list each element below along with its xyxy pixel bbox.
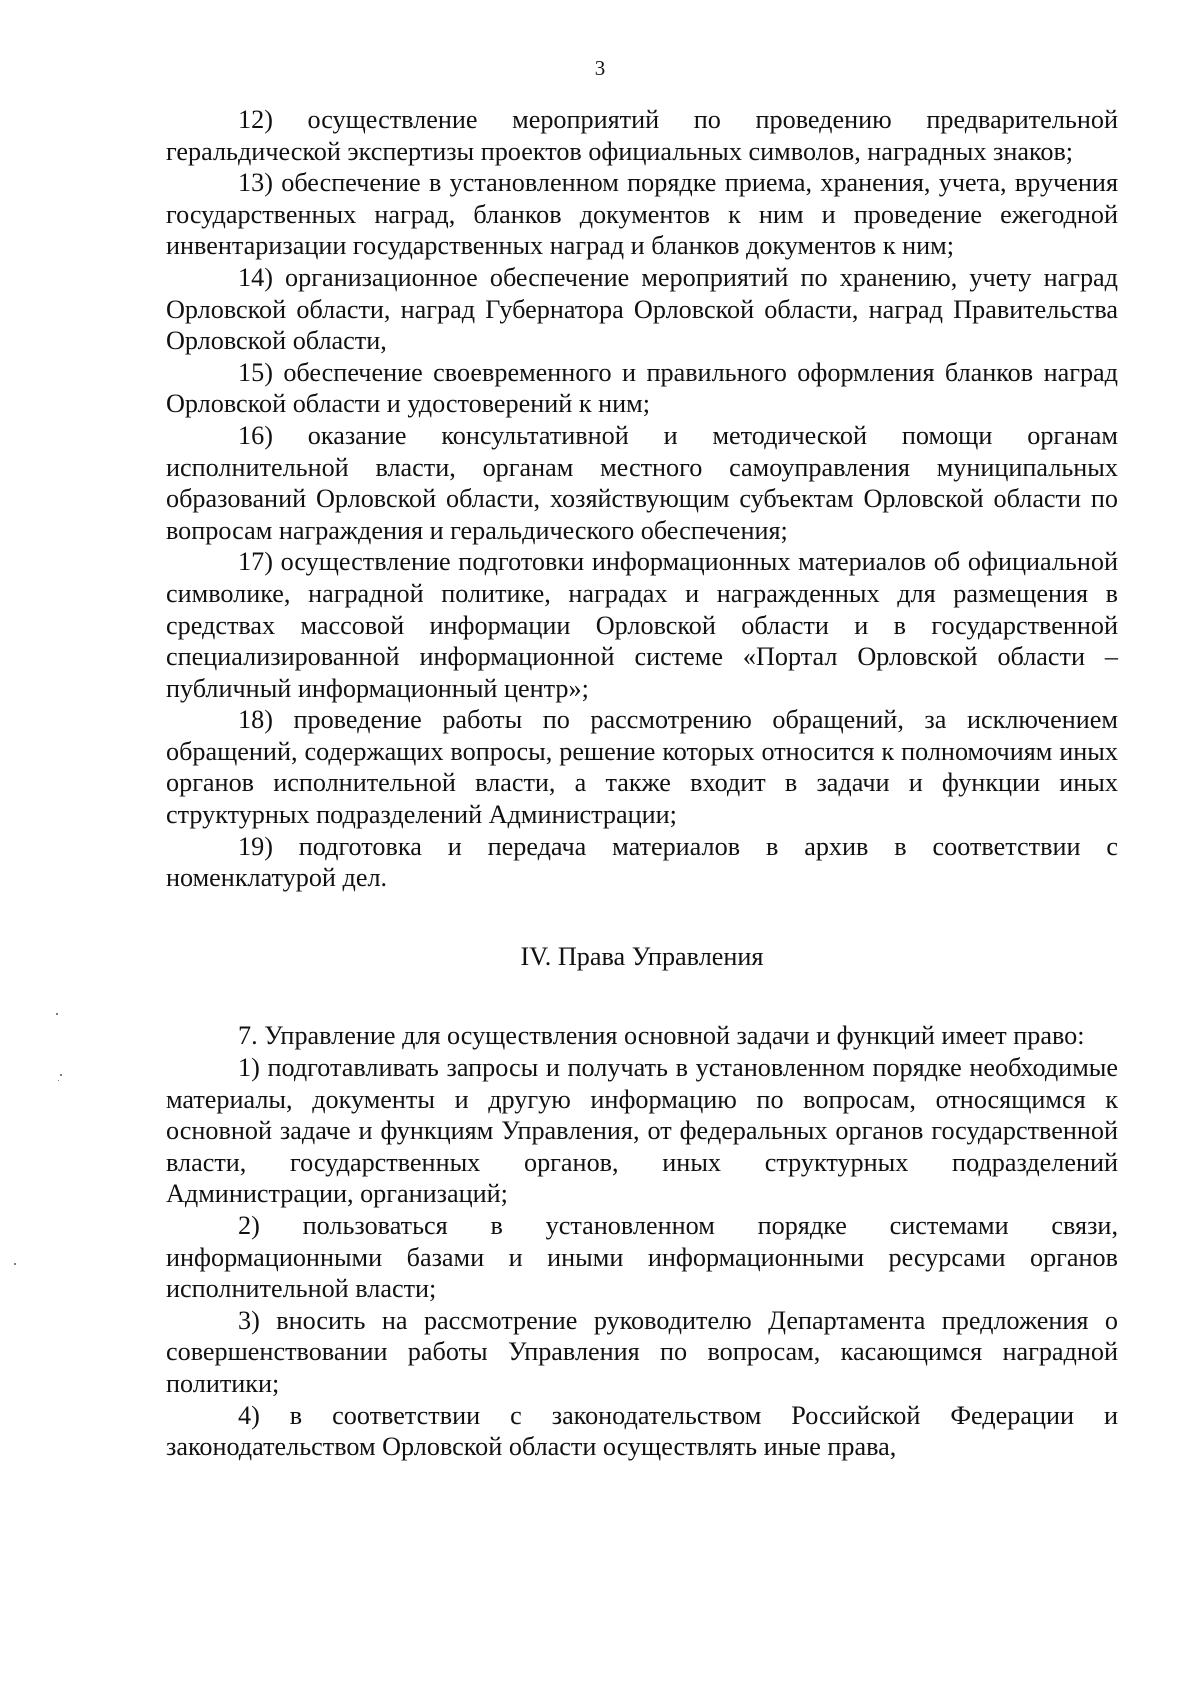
section-intro: 7. Управление для осуществления основной задачи и функций имеет право:: [238, 1021, 1085, 1051]
scan-speck: [14, 1263, 16, 1265]
list-item-17: 17) осуществление подготовки информационных материалов об официальной символике, наградной политике, наградах и награжденных для размещения в средствах массовой информации Орловской области и в государственной специализированной информационной системе «Портал Орловской области – публичный информационный центр»;: [166, 547, 1118, 703]
list-item-18: 18) проведение работы по рассмотрению обращений, за исключением обращений, содержащих вопросы, решение которых относится к полномочиям иных органов исполнительной власти, а также входит в задачи и функции иных структурных подразделений Администрации;: [166, 705, 1118, 830]
list-item-19: 19) подготовка и передача материалов в архив в соответствии с номенклатурой дел.: [166, 831, 1118, 893]
rights-item-1: 1) подготавливать запросы и получать в установленном порядке необходимые материалы, документы и другую информацию по вопросам, относящимся к основной задаче и функциям Управления, от федеральных органов государственной власти, государственных органов, иных структурных подразделений Администрации, организаций;: [166, 1053, 1118, 1209]
scan-speck: [60, 1074, 62, 1076]
section-heading: IV. Права Управления: [520, 941, 764, 971]
rights-item-4: 4) в соответствии с законодательством Российской Федерации и законодательством Орловской области осуществлять иные права,: [166, 1400, 1118, 1462]
scan-speck: [56, 1013, 58, 1015]
list-item-13: 13) обеспечение в установленном порядке приема, хранения, учета, вручения государственных наград, бланков документов к ним и проведение ежегодной инвентаризации государственных наград и бланков документов к ним;: [166, 168, 1118, 261]
list-item-12: 12) осуществление мероприятий по проведению предварительной геральдической экспертизы проектов официальных символов, наградных знаков;: [166, 105, 1118, 166]
document-body: [166, 104, 1118, 1463]
list-item-16: 16) оказание консультативной и методической помощи органам исполнительной власти, органам местного самоуправления муниципальных образований Орловской области, хозяйствующим субъектам Орловской области по вопросам награждения и геральдического обеспечения;: [166, 420, 1118, 545]
rights-item-3: 3) вносить на рассмотрение руководителю Департамента предложения о совершенствовании работы Управления по вопросам, касающимся наградной политики;: [166, 1305, 1118, 1398]
page-number: 3: [594, 56, 606, 80]
list-item-14: 14) организационное обеспечение мероприятий по хранению, учету наград Орловской области, наград Губернатора Орловской области, наград Правительства Орловской области,: [166, 262, 1118, 356]
rights-item-2: 2) пользоваться в установленном порядке системами связи, информационными базами и иными информационными ресурсами органов исполнительной власти;: [166, 1211, 1118, 1304]
list-item-15: 15) обеспечение своевременного и правильного оформления бланков наград Орловской области и удостоверений к ним;: [166, 357, 1118, 419]
scan-speck: [58, 1080, 59, 1081]
